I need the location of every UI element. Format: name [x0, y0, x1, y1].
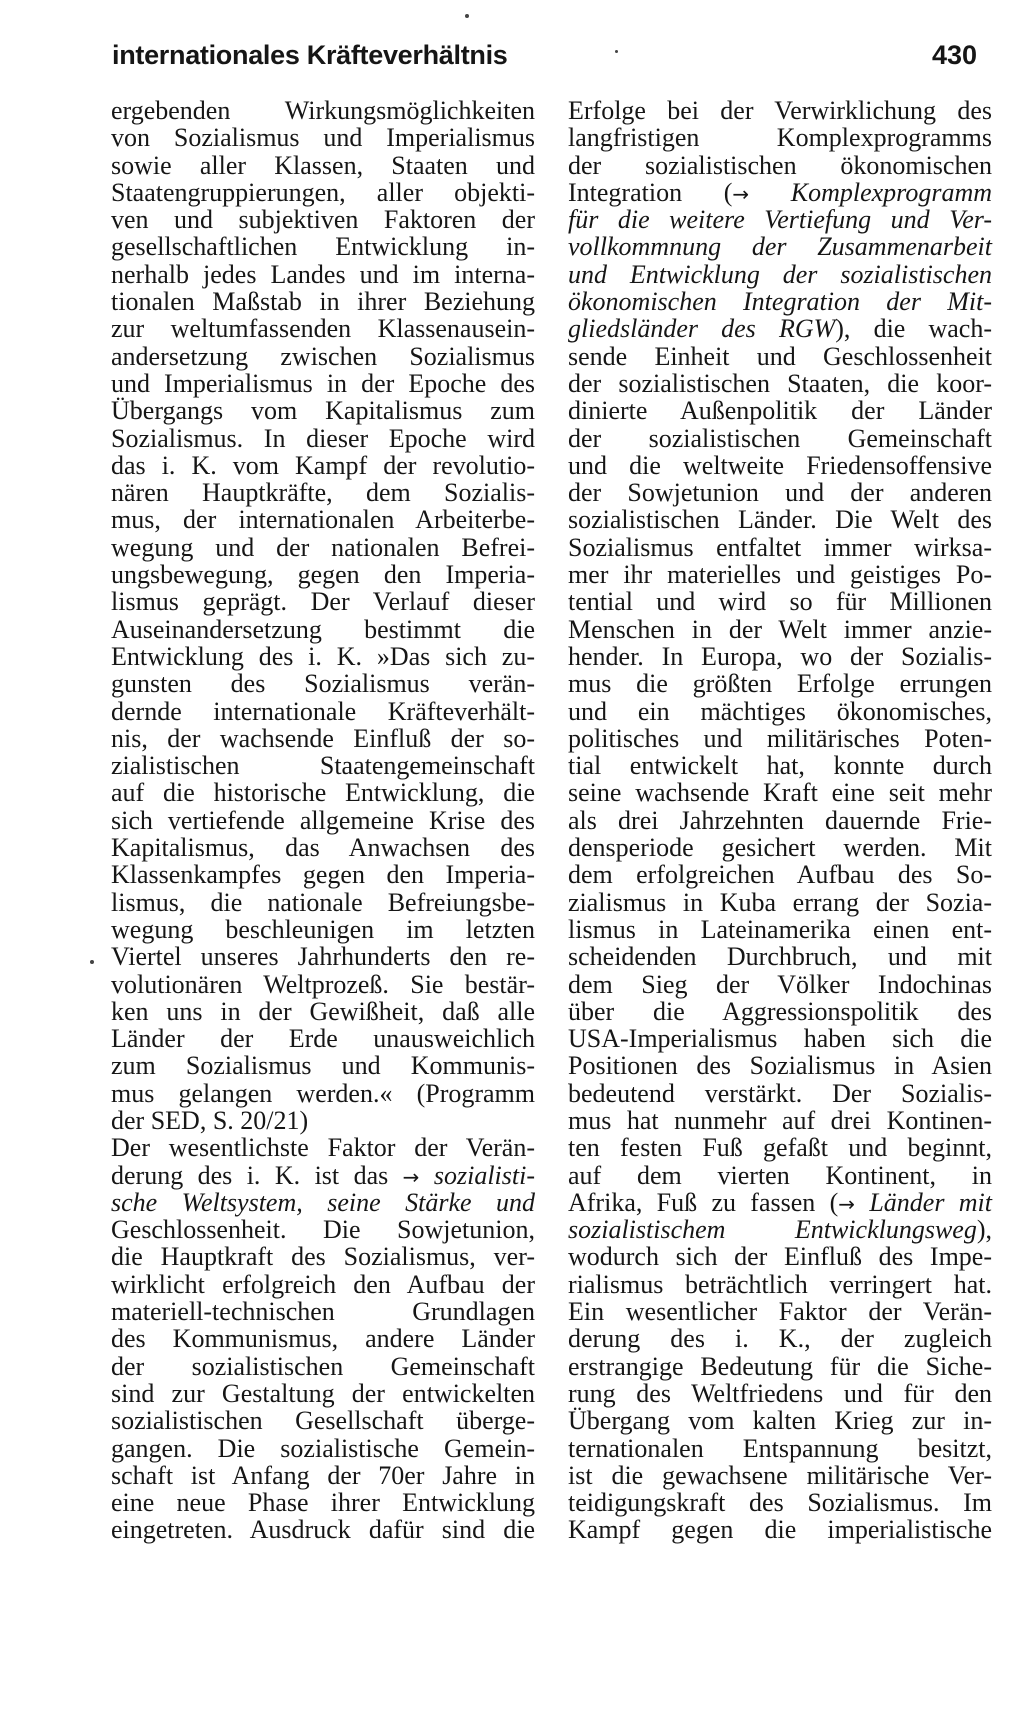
- cross-reference: Länder mit: [869, 1187, 993, 1217]
- text-line: gesellschaftlichen Entwicklung in-: [111, 232, 535, 262]
- text-line: nerhalb jedes Landes und im interna-: [111, 259, 535, 289]
- cross-reference: sozialistischem Entwicklungsweg: [568, 1215, 977, 1245]
- text-line: das i. K. vom Kampf der revolutio-: [111, 450, 535, 480]
- cross-reference: sche Weltsystem, seine Stärke und: [111, 1187, 535, 1217]
- text-line: mus hat nunmehr auf drei Kontinen-: [568, 1105, 992, 1135]
- text-line: lismus in Lateinamerika einen ent-: [568, 914, 992, 944]
- text-line: mus, der internationalen Arbeiterbe-: [111, 505, 535, 535]
- text-line: eine neue Phase ihrer Entwicklung: [111, 1488, 535, 1518]
- page-number: 430: [931, 40, 977, 70]
- text-line: zum Sozialismus und Kommunis-: [111, 1051, 535, 1081]
- cross-reference: Komplexprogramm: [790, 177, 992, 207]
- text-line: dernde internationale Kräfteverhält-: [111, 696, 535, 726]
- text-line: [568, 261, 992, 288]
- text-line: Menschen in der Welt immer anzie-: [568, 614, 992, 644]
- text-line: [568, 1216, 992, 1243]
- text-line: [568, 179, 992, 206]
- text-line: ten festen Fuß gefaßt und beginnt,: [568, 1133, 992, 1163]
- text-line: Kapitalismus, das Anwachsen des: [111, 833, 535, 863]
- text-line: die Hauptkraft des Sozialismus, ver-: [111, 1242, 535, 1272]
- text-line: und die weltweite Friedensoffensive: [568, 450, 992, 480]
- text-line: ken uns in der Gewißheit, daß alle: [111, 996, 535, 1026]
- text-line: mus gelangen werden.« (Programm: [111, 1078, 535, 1108]
- text-line: ven und subjektiven Faktoren der: [111, 205, 535, 235]
- text-line: Klassenkampfes gegen den Imperia-: [111, 860, 535, 890]
- text-line: seine wachsende Kraft eine seit mehr: [568, 778, 992, 808]
- cross-reference: vollkommnung der Zusammenarbeit: [568, 232, 992, 262]
- text-line: volutionären Weltprozeß. Sie bestär-: [111, 969, 535, 999]
- text-column-right: [568, 97, 992, 1544]
- text-line: [111, 1189, 535, 1216]
- text-line: dem erfolgreichen Aufbau des So-: [568, 860, 992, 890]
- text-line: gunsten des Sozialismus verän-: [111, 669, 535, 699]
- cross-reference-arrow-icon: →: [402, 1164, 420, 1189]
- text-fragment: Afrika, Fuß zu fassen (: [568, 1187, 839, 1217]
- text-line: zialistischen Staatengemeinschaft: [111, 751, 535, 781]
- text-line: Geschlossenheit. Die Sowjetunion,: [111, 1215, 535, 1245]
- text-line: mus die größten Erfolge errungen: [568, 669, 992, 699]
- text-line: nären Hauptkräfte, dem Sozialis-: [111, 478, 535, 508]
- text-line: rung des Weltfriedens und für den: [568, 1378, 992, 1408]
- text-line: tial entwickelt hat, konnte durch: [568, 751, 992, 781]
- cross-reference: ökonomischen Integration der Mit-: [568, 287, 992, 317]
- text-line: dem Sieg der Völker Indochinas: [568, 969, 992, 999]
- text-line: sowie aller Klassen, Staaten und: [111, 150, 535, 180]
- text-line: derung des i. K., der zugleich: [568, 1324, 992, 1354]
- text-line: der sozialistischen ökonomischen: [568, 150, 992, 180]
- text-line: der sozialistischen Staaten, die koor-: [568, 368, 992, 398]
- text-line: ist die gewachsene militärische Ver-: [568, 1460, 992, 1490]
- text-line: [568, 288, 992, 315]
- text-line: eingetreten. Ausdruck dafür sind die: [111, 1515, 535, 1545]
- text-line: dinierte Außenpolitik der Länder: [568, 396, 992, 426]
- text-line: wodurch sich der Einfluß des Impe-: [568, 1242, 992, 1272]
- text-line: lismus geprägt. Der Verlauf dieser: [111, 587, 535, 617]
- text-line: des Kommunismus, andere Länder: [111, 1324, 535, 1354]
- text-line: USA-Imperialismus haben sich die: [568, 1024, 992, 1054]
- text-line: von Sozialismus und Imperialismus: [111, 123, 535, 153]
- text-line: der sozialistischen Gemeinschaft: [111, 1351, 535, 1381]
- cross-reference: für die weitere Vertiefung und Ver-: [568, 205, 992, 235]
- text-line: über die Aggressionspolitik des: [568, 996, 992, 1026]
- cross-reference: sozialisti-: [433, 1160, 536, 1190]
- text-line: ternationalen Entspannung besitzt,: [568, 1433, 992, 1463]
- text-line: [111, 1162, 535, 1189]
- text-line: Erfolge bei der Verwirklichung des: [568, 96, 992, 125]
- cross-reference: und Entwicklung der sozialistischen: [568, 259, 992, 289]
- text-line: Auseinandersetzung bestimmt die: [111, 614, 535, 644]
- cross-reference-arrow-icon: →: [732, 181, 750, 206]
- scan-speck: [465, 14, 469, 18]
- text-line: [568, 315, 992, 342]
- text-line: sende Einheit und Geschlossenheit: [568, 341, 992, 371]
- text-line: tionalen Maßstab in ihrer Beziehung: [111, 287, 535, 317]
- text-line: sozialistischen Länder. Die Welt des: [568, 505, 992, 535]
- text-fragment: Integration (: [568, 177, 733, 207]
- text-line: der sozialistischen Gemeinschaft: [568, 423, 992, 453]
- text-line: zialismus in Kuba errang der Sozia-: [568, 887, 992, 917]
- text-line: materiell-technischen Grundlagen: [111, 1297, 535, 1327]
- text-line: der Sowjetunion und der anderen: [568, 478, 992, 508]
- text-column-left: [111, 97, 535, 1544]
- text-line: Ein wesentlicher Faktor der Verän-: [568, 1297, 992, 1327]
- text-line: densperiode gesichert werden. Mit: [568, 833, 992, 863]
- text-line: Viertel unseres Jahrhunderts den re-: [111, 942, 535, 972]
- text-line: Entwicklung des i. K. »Das sich zu-: [111, 641, 535, 671]
- text-line: zur weltumfassenden Klassenausein-: [111, 314, 535, 344]
- scan-speck: [615, 50, 618, 53]
- text-line: hender. In Europa, wo der Sozialis-: [568, 641, 992, 671]
- text-fragment: ), die wach-: [835, 314, 992, 344]
- text-line: rialismus beträchtlich verringert hat.: [568, 1269, 992, 1299]
- text-line: Übergang vom kalten Krieg zur in-: [568, 1406, 992, 1436]
- text-line: Der wesentlichste Faktor der Verän-: [111, 1133, 535, 1163]
- text-line: Länder der Erde unausweichlich: [111, 1024, 535, 1054]
- text-line: mer ihr materielles und geistiges Po-: [568, 560, 992, 590]
- text-line: auf dem vierten Kontinent, in: [568, 1160, 992, 1190]
- running-head: internationales Kräfteverhältnis: [112, 40, 508, 70]
- text-line: [568, 233, 992, 260]
- text-line: [568, 206, 992, 233]
- text-line: Sozialismus entfaltet immer wirksa-: [568, 532, 992, 562]
- text-line: ergebenden Wirkungsmöglichkeiten: [111, 96, 535, 125]
- text-line: auf die historische Entwicklung, die: [111, 778, 535, 808]
- text-line: scheidenden Durchbruch, und mit: [568, 942, 992, 972]
- text-line: [568, 1189, 992, 1216]
- text-line: wirklicht erfolgreich den Aufbau der: [111, 1269, 535, 1299]
- text-line: gangen. Die sozialistische Gemein-: [111, 1433, 535, 1463]
- text-line: tential und wird so für Millionen: [568, 587, 992, 617]
- text-line: lismus, die nationale Befreiungsbe-: [111, 887, 535, 917]
- text-line: sich vertiefende allgemeine Krise des: [111, 805, 535, 835]
- text-line: Übergangs vom Kapitalismus zum: [111, 396, 535, 426]
- scan-speck: [90, 960, 94, 964]
- text-line: und Imperialismus in der Epoche des: [111, 368, 535, 398]
- text-line: und ein mächtiges ökonomisches,: [568, 696, 992, 726]
- text-line: Sozialismus. In dieser Epoche wird: [111, 423, 535, 453]
- page-header: [112, 40, 977, 84]
- text-fragment: ),: [976, 1215, 992, 1245]
- text-line: teidigungskraft des Sozialismus. Im: [568, 1488, 992, 1518]
- cross-reference-arrow-icon: →: [838, 1191, 856, 1216]
- text-line: ungsbewegung, gegen den Imperia-: [111, 560, 535, 590]
- text-line: langfristigen Komplexprogramms: [568, 123, 992, 153]
- text-line: erstrangige Bedeutung für die Siche-: [568, 1351, 992, 1381]
- text-line: Staatengruppierungen, aller objekti-: [111, 177, 535, 207]
- text-line: andersetzung zwischen Sozialismus: [111, 341, 535, 371]
- text-line: schaft ist Anfang der 70er Jahre in: [111, 1460, 535, 1490]
- text-line: der SED, S. 20/21): [111, 1105, 309, 1135]
- text-line: als drei Jahrzehnten dauernde Frie-: [568, 805, 992, 835]
- text-line: nis, der wachsende Einfluß der so-: [111, 723, 535, 753]
- text-line: politisches und militärisches Poten-: [568, 723, 992, 753]
- text-line: sind zur Gestaltung der entwickelten: [111, 1378, 535, 1408]
- text-line: Kampf gegen die imperialistische: [568, 1515, 992, 1545]
- text-line: bedeutend verstärkt. Der Sozialis-: [568, 1078, 992, 1108]
- cross-reference: gliedsländer des RGW: [568, 314, 836, 344]
- text-line: wegung und der nationalen Befrei-: [111, 532, 535, 562]
- text-line: wegung beschleunigen im letzten: [111, 914, 535, 944]
- text-fragment: derung des i. K. ist das: [111, 1160, 389, 1190]
- text-line: Positionen des Sozialismus in Asien: [568, 1051, 992, 1081]
- text-line: sozialistischen Gesellschaft überge-: [111, 1406, 535, 1436]
